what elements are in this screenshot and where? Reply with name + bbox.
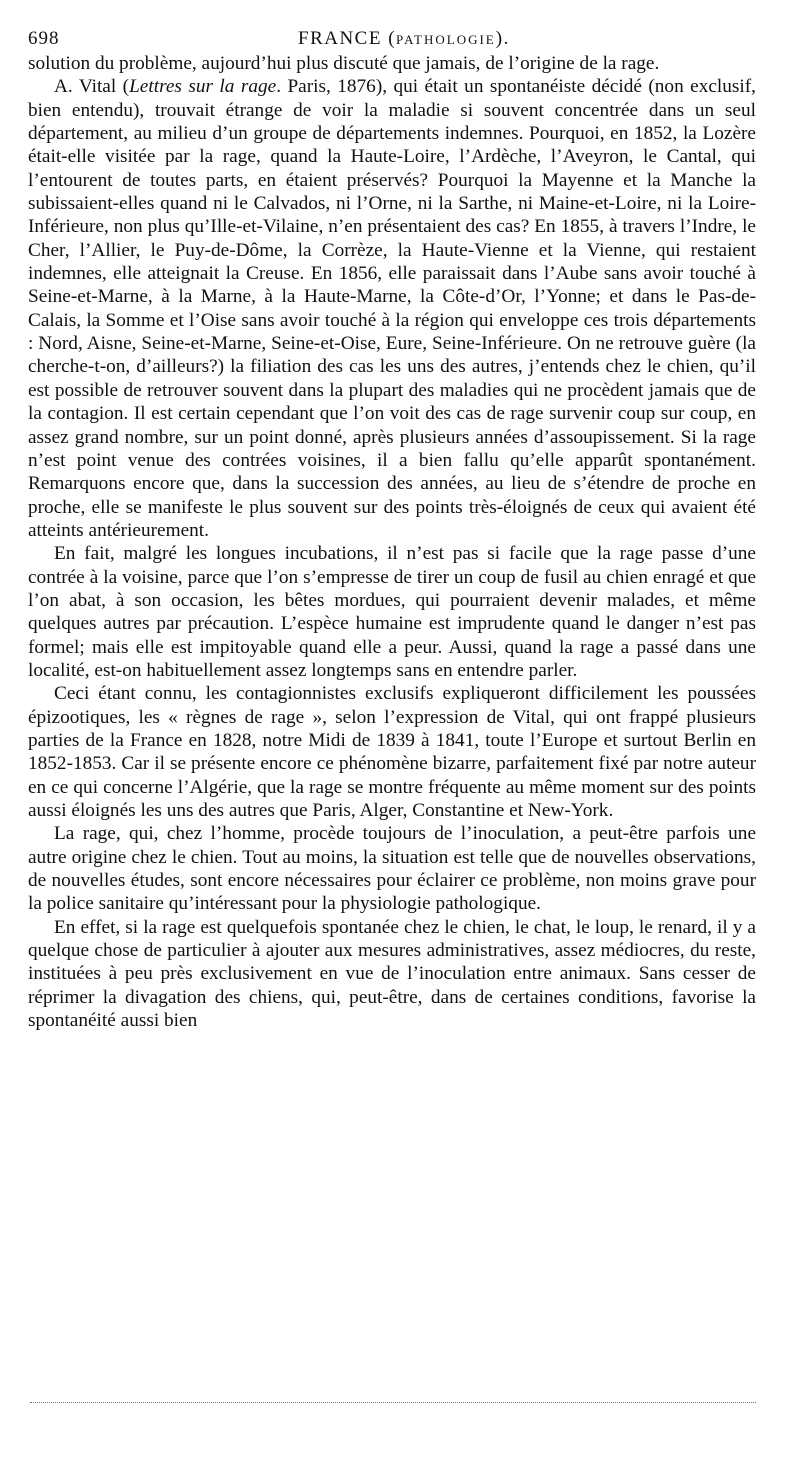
paragraph-5: La rage, qui, chez l’homme, procède toujours de l’inoculation, a peut-être parfois une autre origine chez le chien. Tout au moins, la situation est telle que de nouvelles observations, de nouvelles études, sont encore nécessaires pour éclairer ce problème, non moins grave pour la police sanitaire qu’intéressant pour la physiologie pathologique.: [28, 823, 756, 915]
paragraph-2: [28, 75, 756, 542]
running-header: [28, 22, 756, 52]
page-number: 698: [28, 28, 60, 49]
paragraph-3: En fait, malgré les longues incubations, il n’est pas si facile que la rage passe d’une contrée à la voisine, parce que l’on s’empresse de tirer un coup de fusil au chien enragé et que l’on abat, à son occasion, les bêtes mordues, qui pourraient devenir malades, et même quelques autres par précaution. L’espèce humaine est imprudente quand le danger n’est pas formel; mais elle est impitoyable quand elle a peur. Aussi, quand la rage a passé dans une localité, est-on habituellement assez longtemps sans en entendre parler.: [28, 543, 756, 681]
running-title-main: FRANCE: [298, 28, 382, 49]
running-title: [298, 28, 510, 50]
body-text: [28, 52, 756, 1032]
citation-work-title: Lettres sur la rage: [129, 76, 277, 98]
paragraph-2-text: . Paris, 1876), qui était un spontanéiste décidé (non exclusif, bien entendu), trouvait étrange de voir la maladie si souvent concentrée dans un seul département, au milieu d’un groupe de départements indemnes. Pourquoi, en 1852, la Lozère était-elle visitée par la rage, quand la Haute-Loire, l’Ardèche, l’Aveyron, le Cantal, qui l’entourent de toutes parts, en étaient préservés? Pourquoi la Mayenne et la Manche la subissaient-elles quand ni le Calvados, ni l’Orne, ni la Sarthe, ni Maine-et-Loire, ni la Loire-Inférieure, non plus qu’Ille-et-Vilaine, n’en présentaient des cas? En 1855, à travers l’Indre, le Cher, l’Allier, le Puy-de-Dôme, la Corrèze, la Haute-Vienne et la Vienne, qui restaient indemnes, elle atteignait la Creuse. En 1856, elle paraissait dans l’Aube sans avoir touché à Seine-et-Marne, à la Marne, à la Haute-Marne, la Côte-d’Or, l’Yonne; et dans le Pas-de-Calais, la Somme et l’Oise sans avoir touché à la région qui enveloppe ces trois départements : Nord, Aisne, Seine-et-Marne, Seine-et-Oise, Eure, Seine-Inférieure. On ne retrouve guère (la cherche-t-on, d’ailleurs?) la filiation des cas les uns des autres, j’entends chez le chien, qu’il est possible de retrouver souvent dans la plupart des maladies qui ne procèdent jamais que de la contagion. Il est certain cependant que l’on voit des cas de rage survenir coup sur coup, en assez grand nombre, sur un point donné, après plusieurs années d’assoupissement. Si la rage n’est point venue des contrées voisines, il a bien fallu qu’elle apparût spontanément. Remarquons encore que, dans la succession des années, au lieu de s’étendre de proche en proche, elle se manifeste le plus souvent sur des points très-éloignés de ceux qui avaient été atteints antérieurement.: [28, 76, 756, 541]
paragraph-4: Ceci étant connu, les contagionnistes exclusifs expliqueront difficilement les poussées épizootiques, les « règnes de rage », selon l’expression de Vital, qui ont frappé plusieurs parties de la France en 1828, notre Midi de 1839 à 1841, toute l’Europe et surtout Berlin en 1852-1853. Car il se présente encore ce phénomène bizarre, parfaitement fixé par notre auteur en ce qui concerne l’Algérie, que la rage se montre fréquente au même moment sur des points aussi éloignés les uns des autres que Paris, Alger, Constantine et New-York.: [28, 683, 756, 821]
running-title-sub: PATHOLOGIE: [396, 32, 496, 47]
page: [28, 22, 756, 1032]
running-title-open: (: [381, 28, 397, 49]
paragraph-1: solution du problème, aujourd’hui plus discuté que jamais, de l’origine de la rage.: [28, 53, 660, 74]
footer-rule: [30, 1402, 756, 1403]
citation-author: A. Vital (: [54, 76, 130, 98]
running-title-close: ).: [495, 28, 510, 49]
paragraph-6: En effet, si la rage est quelquefois spontanée chez le chien, le chat, le loup, le renard, il y a quelque chose de particulier à ajouter aux mesures administratives, assez médiocres, du reste, instituées à peu près exclusivement en vue de l’inoculation entre animaux. Sans cesser de réprimer la divagation des chiens, qui, peut-être, dans de certaines conditions, favorise la spontanéité aussi bien: [28, 916, 756, 1032]
